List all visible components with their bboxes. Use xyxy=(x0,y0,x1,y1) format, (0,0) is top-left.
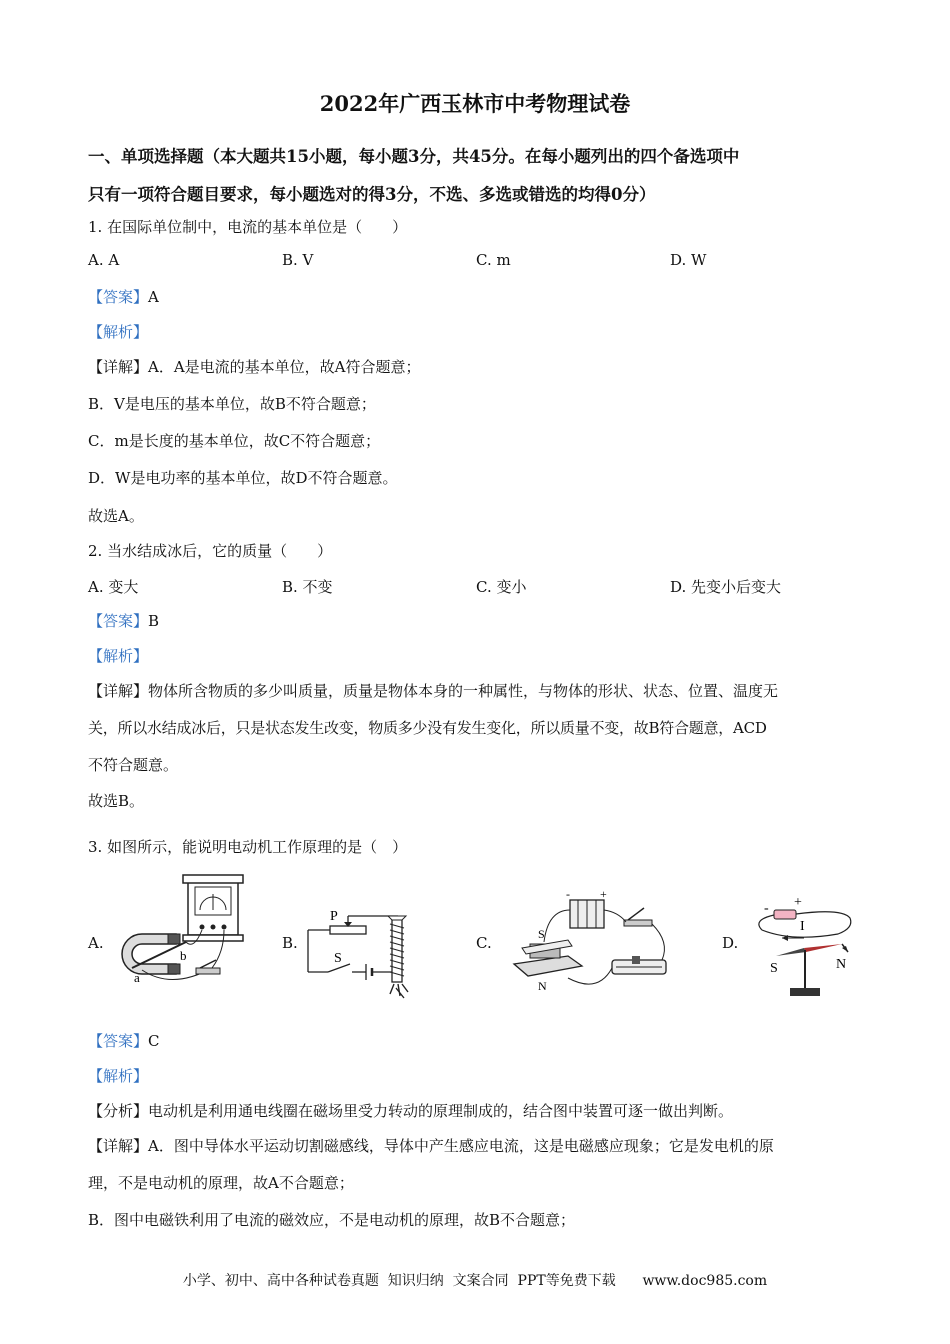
page-title: 2022年广西玉林市中考物理试卷 xyxy=(319,91,631,116)
q1-detail-line1 xyxy=(88,356,421,377)
q2-option-c: C. 变小 xyxy=(476,578,527,596)
fig-a-label-a: a xyxy=(134,970,140,985)
q3-option-a: A. xyxy=(88,934,104,952)
section-heading-line2: 只有一项符合题目要求，每小题选对的得3分，不选、多选或错选的均得0分） xyxy=(88,185,656,204)
q3-analysis-line xyxy=(88,1100,733,1121)
q2-answer: B xyxy=(148,612,160,630)
fig-b-label-s: S xyxy=(334,951,342,966)
q2-choose: 故选B。 xyxy=(88,792,145,810)
q3-option-c: C. xyxy=(476,934,492,952)
q1-answer-line xyxy=(88,286,159,307)
q2-analysis-tag: 【解析】 xyxy=(88,647,149,665)
fig-d-label-i: I xyxy=(800,919,805,934)
fig-c-label-plus: + xyxy=(600,887,607,901)
q1-option-d: D. W xyxy=(670,251,707,269)
q1-choose: 故选A。 xyxy=(88,507,144,525)
q1-detail-line2: B．V是电压的基本单位，故B不符合题意； xyxy=(88,395,376,413)
q2-detail-line3: 不符合题意。 xyxy=(88,756,179,774)
answer-tag: 【答案】 xyxy=(88,612,149,630)
q2-option-a: A. 变大 xyxy=(88,578,139,596)
q2-option-b: B. 不变 xyxy=(282,578,333,596)
figure-b-electromagnet xyxy=(302,890,432,1000)
q3-detail-line2: 理，不是电动机的原理，故A不合题意； xyxy=(88,1174,354,1192)
figure-c-motor xyxy=(508,886,678,998)
fig-d-label-s: S xyxy=(770,961,778,976)
q3-detail-text: A．图中导体水平运动切割磁感线，导体中产生感应电流，这是电磁感应现象；它是发电机的原 xyxy=(148,1137,774,1155)
q2-detail-line1 xyxy=(88,680,778,701)
q2-answer-line xyxy=(88,610,159,631)
section-heading-line1: 一、单项选择题（本大题共15小题，每小题3分，共45分。在每小题列出的四个备选项中 xyxy=(88,147,740,166)
q3-answer: C xyxy=(148,1032,160,1050)
answer-tag: 【答案】 xyxy=(88,1032,149,1050)
q1-analysis-tag: 【解析】 xyxy=(88,323,149,341)
q1-detail-line4: D．W是电功率的基本单位，故D不符合题意。 xyxy=(88,469,398,487)
q3-analysis-tag: 【解析】 xyxy=(88,1067,149,1085)
figure-a-generator xyxy=(112,872,262,987)
q1-option-c: C. m xyxy=(476,251,511,269)
q3-answer-line xyxy=(88,1030,160,1051)
detail-tag: 【详解】 xyxy=(88,1137,149,1155)
q1-answer: A xyxy=(148,288,159,306)
fig-d-label-n: N xyxy=(836,957,847,972)
fig-c-label-n: N xyxy=(538,979,547,993)
q3-detail-line3: B．图中电磁铁利用了电流的磁效应，不是电动机的原理，故B不合题意； xyxy=(88,1211,576,1229)
q2-option-d: D. 先变小后变大 xyxy=(670,578,782,596)
fig-a-label-b: b xyxy=(180,948,187,963)
q2-question: 2. 当水结成冰后，它的质量（ ） xyxy=(88,542,333,560)
q1-option-a: A. A xyxy=(88,251,120,269)
fig-c-label-minus: - xyxy=(566,887,570,901)
q1-detail-line3: C．m是长度的基本单位，故C不符合题意； xyxy=(88,432,381,450)
q1-detail-text: A．A是电流的基本单位，故A符合题意； xyxy=(148,358,421,376)
q1-question: 1. 在国际单位制中，电流的基本单位是（ ） xyxy=(88,218,408,236)
fig-b-label-p: P xyxy=(330,909,338,924)
q3-analysis-text: 电动机是利用通电线圈在磁场里受力转动的原理制成的，结合图中装置可逐一做出判断。 xyxy=(148,1102,734,1120)
q1-option-b: B. V xyxy=(282,251,314,269)
fig-d-label-minus: - xyxy=(764,901,769,916)
q3-question: 3. 如图所示，能说明电动机工作原理的是（ ） xyxy=(88,838,408,856)
fig-d-label-plus: + xyxy=(794,895,802,910)
analysis-fx-tag: 【分析】 xyxy=(88,1102,149,1120)
figure-d-oersted xyxy=(742,890,882,1002)
detail-tag: 【详解】 xyxy=(88,358,149,376)
q2-detail-text: 物体所含物质的多少叫质量，质量是物体本身的一种属性，与物体的形状、状态、位置、温度无 xyxy=(148,682,779,700)
q3-option-b: B. xyxy=(282,934,298,952)
q3-detail-line1 xyxy=(88,1135,774,1156)
page-footer: 小学、初中、高中各种试卷真题 知识归纳 文案合同 PPT等免费下载 www.doc985.com xyxy=(182,1273,768,1289)
fig-c-label-s: S xyxy=(538,927,545,941)
answer-tag: 【答案】 xyxy=(88,288,149,306)
q2-detail-line2: 关，所以水结成冰后，只是状态发生改变，物质多少没有发生变化，所以质量不变，故B符合题意，ACD xyxy=(88,719,767,737)
q3-option-d: D. xyxy=(722,934,739,952)
detail-tag: 【详解】 xyxy=(88,682,149,700)
